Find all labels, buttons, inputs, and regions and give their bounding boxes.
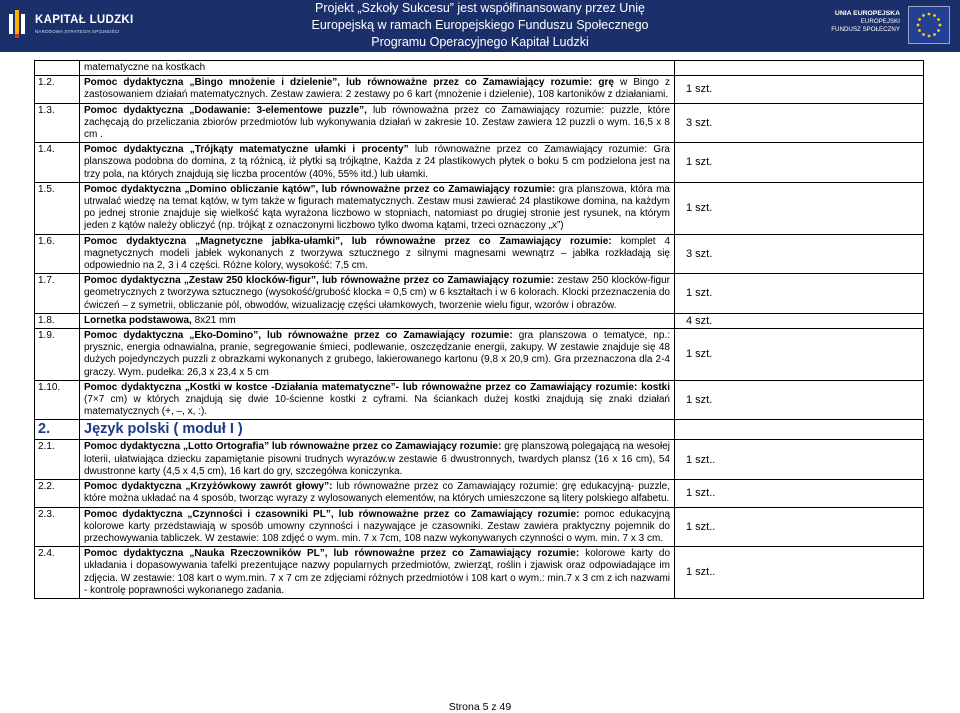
item-quantity-cell [675, 440, 924, 480]
item-name: Pomoc dydaktyczna „Dodawanie: 3-elementowe puzzle”, [84, 104, 367, 116]
item-description-cell [80, 182, 675, 234]
item-quantity: 1 szt. [686, 287, 713, 300]
item-number-cell [35, 182, 80, 234]
item-description-cell [80, 380, 675, 420]
table-row [35, 61, 924, 76]
item-quantity: 1 szt.. [686, 453, 716, 466]
item-description: lub równoważna przez co Zamawiający rozumie: puzzle, które zachęcają do przeliczania zbiorów przedmiotów lub wykonywania działań w zakresie 10. Zestaw zawiera 12 puzzli o wym. 16,5 x 8 cm . [84, 104, 671, 141]
item-description-cell [80, 103, 675, 143]
table-row [35, 507, 924, 547]
item-number-cell [35, 143, 80, 183]
table-row [35, 143, 924, 183]
item-description-cell [80, 234, 675, 274]
item-number-cell [35, 329, 80, 381]
item-description-cell [80, 547, 675, 599]
item-number: 1.5. [38, 183, 55, 195]
item-number-cell [35, 380, 80, 420]
item-number: 2.4. [38, 548, 55, 560]
header-line-3: Programu Operacyjnego Kapitał Ludzki [371, 35, 589, 49]
item-number: 2.3. [38, 508, 55, 520]
item-name: Pomoc dydaktyczna „Eko-Domino”, lub równoważne przez co Zamawiający rozumie: [84, 330, 513, 342]
eu-flag-icon [908, 6, 950, 44]
item-quantity: 1 szt.. [686, 487, 716, 500]
item-quantity-cell [675, 480, 924, 507]
item-quantity-cell [675, 143, 924, 183]
item-description: pomoc edukacyjną kolorowe karty przedstawiają w sposób umowny czynności i nazywające je czasowniki. Zestaw zawiera praktyczny pojemnik do przechowywania tabliczek. W zestawie: 108 zdjęć o wym. min. 7 x 7cm, 108 nazw wykonywanych czynności o wym. min. 7 x 3 cm. [84, 508, 671, 544]
eu-logo-text [770, 10, 900, 34]
item-number-cell [35, 547, 80, 599]
kapital-ludzki-subtitle: NARODOWA STRATEGIA SPÓJNOŚCI [35, 29, 120, 34]
table-row [35, 103, 924, 143]
table-row [35, 480, 924, 507]
items-table [34, 60, 924, 599]
item-number-cell [35, 274, 80, 314]
item-quantity: 1 szt. [686, 156, 713, 169]
item-number-cell [35, 480, 80, 507]
item-number: 1.6. [38, 235, 55, 247]
item-name: Pomoc dydaktyczna „Bingo mnożenie i dzielenie”, lub równoważne przez co Zamawiający rozumie: grę [84, 77, 614, 89]
item-description-cell [80, 143, 675, 183]
item-name: Pomoc dydaktyczna „Domino obliczanie kątów”, lub równoważne przez co Zamawiający rozumie: [84, 183, 556, 195]
item-number: 2.1. [38, 441, 55, 453]
project-header-text [260, 0, 700, 51]
header-line-2: Europejską w ramach Europejskiego Funduszu Społecznego [311, 18, 649, 32]
item-name: Pomoc dydaktyczna „Kostki w kostce -Działania matematyczne”- lub równoważne przez co Zamawiający rozumie: kostki [84, 381, 670, 393]
item-number-cell [35, 76, 80, 103]
item-description: w Bingo z zastosowaniem działań matematycznych. Zestaw zawiera: 2 zestawy po 6 kart (mnożenie i dzielenie), 108 kartoników z działaniami. [84, 77, 671, 101]
item-number-cell [35, 313, 80, 328]
table-row [35, 313, 924, 328]
item-description: grę planszową polegającą na wesołej loterii, ułatwiająca dziecku zapamiętanie pisowni trudnych wyrazów.w zestawie 6 dwustronnych, twardych plansz (16 x 16 cm), 54 dwustronne karty (4,5 x 4,5 cm), 16 kart do gry, szczegółwa koniczynka. [84, 441, 670, 477]
table-row [35, 182, 924, 234]
item-description: matematyczne na kostkach [84, 62, 206, 73]
item-quantity-cell [675, 61, 924, 76]
section-number-cell [35, 420, 80, 440]
item-description: (7×7 cm) w których znajdują się dwie 10-ścienne kostki z cyframi. Na ściankach dużej kostki znajdują się znaki działań matematycznych (+, –, x, :). [84, 394, 670, 418]
header-line-1: Projekt „Szkoły Sukcesu” jest współfinansowany przez Unię [315, 1, 645, 15]
item-quantity-cell [675, 182, 924, 234]
item-name: Pomoc dydaktyczna „Zestaw 250 klocków-figur”, lub równoważne przez co Zamawiający rozumie: [84, 275, 555, 287]
eu-logo-line-1: UNIA EUROPEJSKA [834, 10, 900, 17]
item-description-cell [80, 61, 675, 76]
item-description: gra planszowa o tematyce, np.: prysznic, energia odnawialna, pranie, segregowanie śmieci, podlewanie, oszczędzanie energii, zakupy. W zestawie znajduje się 48 dużych pojedynczych puzzli z obrazkami wykonanych z grubego, lakierowanego kartonu (9,8 x 20,9 cm). Gra przeznaczona dla 2-4 graczy. Wym. pudełka: 26,3 x 23,4 x 5 cm [84, 330, 670, 378]
eu-logo [760, 2, 960, 50]
item-name: Pomoc dydaktyczna „Magnetyczne jabłka-ułamki”, lub równoważne przez co Zamawiający rozumie: [84, 235, 612, 247]
item-quantity-cell [675, 507, 924, 547]
section-quantity-cell [675, 420, 924, 440]
page-footer: Strona 5 z 49 [448, 701, 512, 713]
item-description: 8x21 mm [194, 314, 236, 326]
item-number: 1.4. [38, 144, 55, 156]
item-description: komplet 4 magnetycznych modeli jabłek wykonanych z tworzywa sztucznego z silnymi magnesami wewnątrz – jabłka rozkładają się odpowiednio na 2, 3 i 4 części. Różne kolory, wysokość: 7,5 cm. [84, 235, 671, 272]
item-quantity-cell [675, 329, 924, 381]
item-number: 1.3. [38, 104, 55, 116]
item-number: 1.9. [38, 330, 55, 342]
items-table-wrapper [34, 60, 923, 599]
item-number-cell [35, 234, 80, 274]
item-quantity-cell [675, 234, 924, 274]
table-row [35, 329, 924, 381]
item-description: kolorowe karty do układania i dopasowywania tafelki prezentujące nazwy popularnych przedmiotów, zwierząt, roślin i zjawisk oraz odpowiadające im zdjęcia. W zestawie: 108 kart o wym.min. 7 x 7 cm ze zdjęciami różnych przedmiotów i 108 kart o wym.: min.7 x 3 cm z ich nazwami - kontrolę poprawności wykonanego zadania. [84, 548, 671, 596]
item-number-cell [35, 61, 80, 76]
item-description-cell [80, 76, 675, 103]
item-quantity: 1 szt. [686, 202, 713, 215]
item-number: 1.8. [38, 314, 55, 326]
item-number-cell [35, 507, 80, 547]
item-name: Lornetka podstawowa, [84, 314, 192, 326]
item-description-cell [80, 480, 675, 507]
item-quantity: 3 szt. [686, 116, 713, 129]
section-header-row [35, 420, 924, 440]
item-name: Pomoc dydaktyczna „Krzyżówkowy zawrót głowy”: [84, 481, 333, 493]
item-description-cell [80, 274, 675, 314]
item-description-cell [80, 329, 675, 381]
item-quantity: 1 szt.. [686, 566, 716, 579]
item-description: zestaw 250 klocków-figur geometrycznych z tworzywa sztucznego (wysokość/grubość klocka = 0,5 cm) w 6 kształtach i w 6 kolorach. Klocki przeznaczenia do ćwiczeń – z symetrii, obliczanie pól, obwodów, wizualizację części ułamkowych, tworzenie wielu figur, wzorów i obrazów. [84, 275, 671, 311]
item-number-cell [35, 103, 80, 143]
item-name: Pomoc dydaktyczna „Lotto Ortografia” lub równoważne przez co Zamawiający rozumie: [84, 441, 502, 453]
item-name: Pomoc dydaktyczna „Trójkąty matematyczne ułamki i procenty” [84, 144, 409, 156]
item-number-cell [35, 440, 80, 480]
item-description: lub równoważne przez co Zamawiający rozumie: grę edukacyjną- puzzle, które można układać na 4 sposób, tworząc wyrazy z wylosowanych elementów, na których umieszczone są litery polskiego alfabetu. [84, 481, 671, 505]
table-row [35, 380, 924, 420]
item-quantity: 1 szt.. [686, 520, 716, 533]
item-description-cell [80, 313, 675, 328]
eu-logo-line-3: FUNDUSZ SPOŁECZNY [831, 26, 900, 33]
item-description-cell [80, 507, 675, 547]
item-description: gra planszowa, która ma utrwalać wiedzę na temat kątów, w tym także w figurach matematycznych. Zestaw musi zawierać 24 plastikowe domina, na każdym po jednej stronie znajduje się wielkość kąta wyrażona liczbowo w stopniach, natomiast po drugiej stronie jest rysunek, na którym jeden z kątów należy obliczyć (np. trójkąt z oznaczonymi liczbowo tylko dwoma kątami, trzeci oznaczony „x”) [84, 183, 670, 232]
item-description: lub równoważne przez co Zamawiający rozumie: Gra planszowa podobna do domina, z tą różnicą, iż płytki są trójkątne, Każda z 24 plastikowych płytek o boku 5 cm podzielona jest na trzy pola, na których znajdują się liczba procentów (40%, 55% itd.) lub ułamki. [84, 144, 670, 180]
item-quantity-cell [675, 380, 924, 420]
item-quantity-cell [675, 274, 924, 314]
item-quantity-cell [675, 103, 924, 143]
page-header [0, 0, 960, 52]
table-row [35, 547, 924, 599]
eu-logo-line-2: EUROPEJSKI [860, 18, 900, 25]
section-number: 2. [38, 421, 51, 438]
item-quantity-cell [675, 313, 924, 328]
item-description-cell [80, 440, 675, 480]
item-quantity: 3 szt. [686, 247, 713, 260]
kapital-ludzki-title: KAPITAŁ LUDZKI [35, 14, 134, 26]
item-number: 1.2. [38, 77, 55, 89]
item-number: 1.10. [38, 381, 61, 393]
table-row [35, 76, 924, 103]
item-number: 2.2. [38, 481, 55, 493]
item-quantity-cell [675, 547, 924, 599]
item-quantity: 1 szt. [686, 394, 713, 407]
kapital-ludzki-logo [8, 6, 138, 46]
item-number: 1.7. [38, 275, 55, 287]
item-quantity: 1 szt. [686, 83, 713, 96]
item-quantity-cell [675, 76, 924, 103]
section-title-cell [80, 420, 675, 440]
table-row [35, 440, 924, 480]
table-row [35, 234, 924, 274]
item-name: Pomoc dydaktyczna „Czynności i czasowniki PL”, lub równoważne przez co Zamawiający rozumie: [84, 508, 580, 520]
item-quantity: 1 szt. [686, 348, 713, 361]
kapital-ludzki-emblem-icon [8, 8, 30, 40]
items-table-body [35, 61, 924, 599]
section-title: Język polski ( moduł I ) [84, 421, 243, 438]
item-name: Pomoc dydaktyczna „Nauka Rzeczowników PL”, lub równoważne przez co Zamawiający rozumie: [84, 548, 580, 560]
item-quantity: 4 szt. [686, 314, 713, 327]
table-row [35, 274, 924, 314]
